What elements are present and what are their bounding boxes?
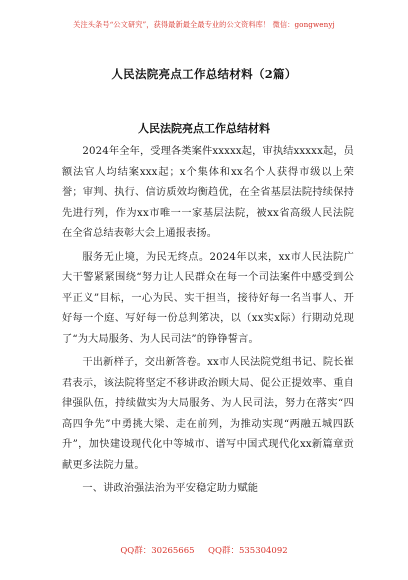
footer-qq-groups: QQ群：30265665 QQ群：535304092: [120, 546, 288, 556]
header-note: 关注头条号“公文研究”，获得最新最全最专业的公文资料库！ 微信：gongwenyj: [73, 20, 335, 29]
paragraph: 一、讲政治强法治为平安稳定助力赋能: [82, 483, 259, 494]
paragraph: 服务无止境，为民无终点。2024年以来，xx市人民法院广大干警紧紧围绕“努力让人民群众在每一个司法案件中感受到公平正义”目标，一心为民、实干担当，接待好每一名当事人、开好每一个庭、写好每一份总判笫决，以（xx实x际）行期动兑现了“为大局服务、为人民司法”的铮铮誓言。: [62, 251, 354, 345]
document-body: [62, 142, 354, 503]
document-title: 人民法院亮点工作总结材料（2篇）: [111, 67, 297, 81]
paragraph: 干出新样子，交出新答卷。xx市人民法院党组书记、院长崔君表示，该法院将坚定不移讲政治顾大局、促公正提效率、重自律强队伍，持续做实为大局服务、为人民司法，努力在落实“四高四争先”中勇挑大梁、走在前列，为推动实现“两融五城四跃升”，加快建设现代化中等城市、谱写中国式现代化xx新篇章贡献更多法院力量。: [62, 357, 354, 471]
section-title: 人民法院亮点工作总结材料: [138, 122, 270, 135]
paragraph: 2024年全年，受理各类案件xxxxx起，审执结xxxxx起，员额法官人均结案xxx起；x个集体和xx名个人获得市级以上荣誉；审判、执行、信访质效均衡趋优，在全省基层法院持续保持先进行列，作为xx市唯一一家基层法院，被xx省高级人民法院在全省总结表彰大会上通报表扬。: [62, 146, 354, 239]
